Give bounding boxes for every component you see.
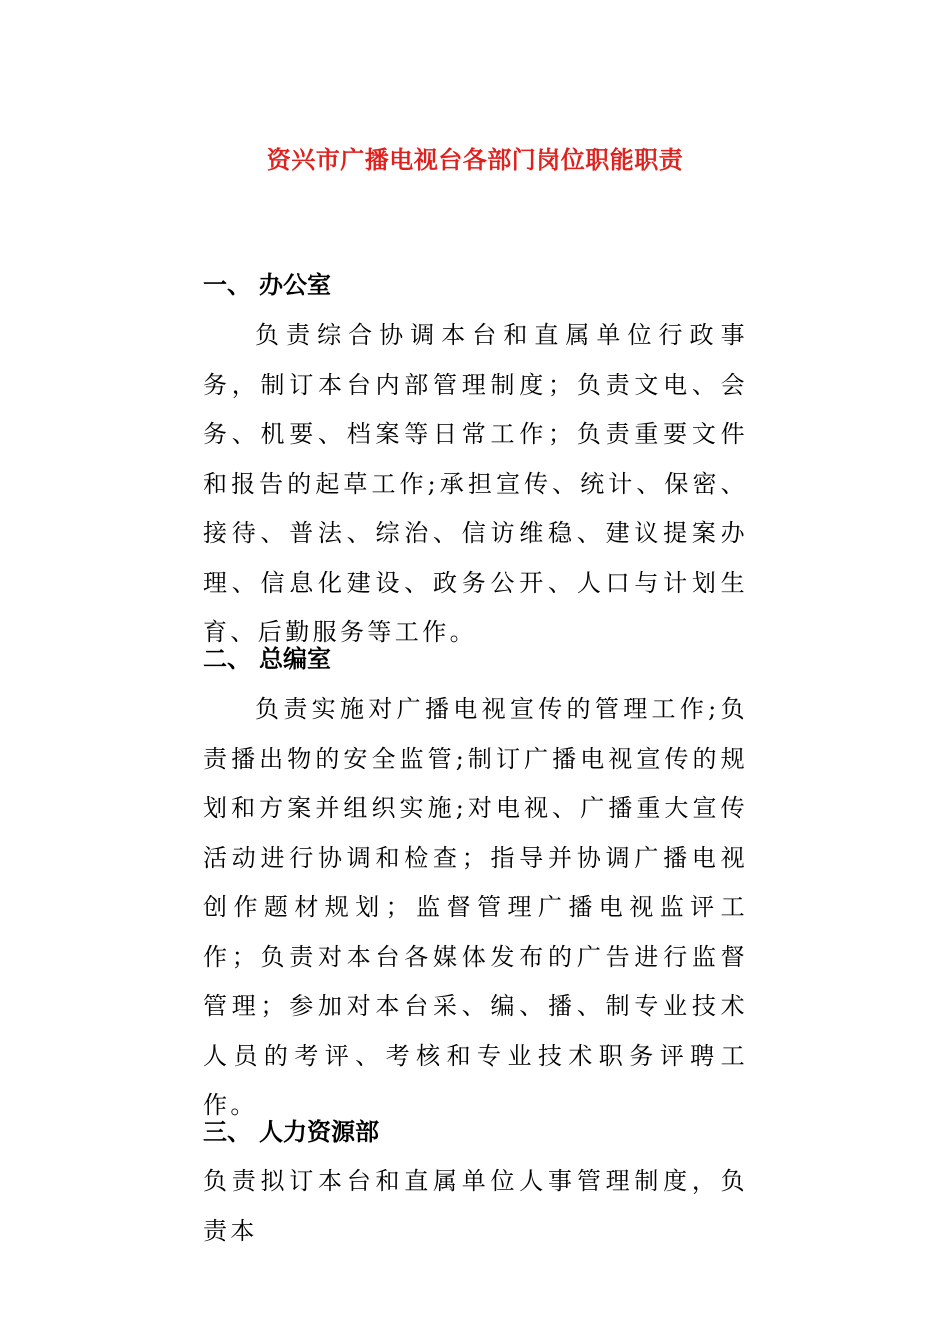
section-title: 办公室 <box>259 271 331 299</box>
section-heading-hr <box>203 1116 379 1148</box>
section-number: 一、 <box>203 271 251 299</box>
section-body-hr: 负责拟订本台和直属单位人事管理制度，负责本 <box>203 1167 748 1245</box>
section-body-editorial: 负责实施对广播电视宣传的管理工作;负责播出物的安全监管;制订广播电视宣传的规划和方案并组织实施;对电视、广播重大宣传活动进行协调和检查；指导并协调广播电视创作题材规划；监督管理广播电视监评工作；负责对本台各媒体发布的广告进行监督管理；参加对本台采、编、播、制专业技术人员的考评、考核和专业技术职务评聘工作。 <box>203 695 748 1119</box>
section-body-office: 负责综合协调本台和直属单位行政事务，制订本台内部管理制度；负责文电、会务、机要、档案等日常工作；负责重要文件和报告的起草工作;承担宣传、统计、保密、接待、普法、综治、信访维稳、建议提案办理、信息化建设、政务公开、人口与计划生育、后勤服务等工作。 <box>203 321 748 646</box>
section-heading-office <box>203 269 331 301</box>
document-title: 资兴市广播电视台各部门岗位职能职责 <box>266 146 684 174</box>
section-number: 三、 <box>203 1118 251 1146</box>
section-title: 人力资源部 <box>259 1118 379 1146</box>
section-number: 二、 <box>203 645 251 673</box>
section-heading-editorial <box>203 643 331 675</box>
section-title: 总编室 <box>259 645 331 673</box>
